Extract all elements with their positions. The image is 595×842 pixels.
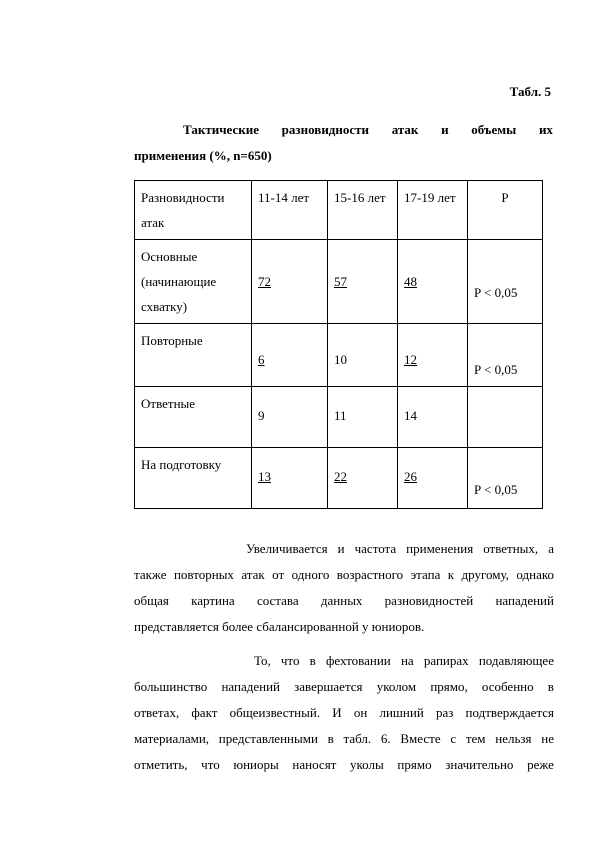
word: раз (435, 705, 454, 720)
value-cell: 10 (328, 324, 398, 387)
word: применения (406, 541, 474, 556)
word: ответных, (483, 541, 539, 556)
value-cell: 22 (328, 448, 398, 509)
word: подавляющее (478, 653, 554, 668)
p-value-cell: P < 0,05 (468, 240, 543, 324)
word: состава (256, 593, 299, 608)
word: И (332, 705, 342, 720)
word: и (337, 541, 345, 556)
caption-word: их (538, 122, 553, 137)
word: картина (191, 593, 235, 608)
table-header-row (135, 181, 543, 240)
paragraph-line (134, 562, 554, 588)
value-cell: 72 (252, 240, 328, 324)
word: нападений (221, 679, 280, 694)
word: реже (527, 757, 554, 772)
word: на (400, 653, 414, 668)
data-table (134, 180, 543, 509)
word: фехтовании (325, 653, 391, 668)
table-row (135, 448, 543, 509)
word: в (327, 731, 334, 746)
word: разновидностей (384, 593, 474, 608)
word: тем (465, 731, 486, 746)
word: уколом (376, 679, 417, 694)
word: лишний (379, 705, 424, 720)
word: повторных (173, 567, 234, 582)
value-cell: 48 (398, 240, 468, 324)
table-caption-line2: применения (%, n=650) (134, 148, 272, 163)
word: значительно (445, 757, 514, 772)
word: он (353, 705, 368, 720)
word: от (272, 567, 285, 582)
paragraph-line (134, 588, 554, 614)
row-label: Основные (начинающие схватку) (135, 240, 252, 324)
value-cell: 57 (328, 240, 398, 324)
word: этапа (410, 567, 441, 582)
word: возрастного (336, 567, 404, 582)
word: факт (191, 705, 218, 720)
word: нельзя (495, 731, 532, 746)
value-cell: 11 (328, 387, 398, 448)
word: к (447, 567, 455, 582)
caption-word: объемы (471, 122, 517, 137)
caption-word: разновидности (281, 122, 370, 137)
word: рапирах (423, 653, 469, 668)
caption-word: Тактические (183, 122, 259, 137)
word: частота (354, 541, 397, 556)
header-cell-age2: 15-16 лет (328, 181, 398, 240)
word: наносят (292, 757, 337, 772)
value-cell: 6 (252, 324, 328, 387)
paragraph-line (134, 648, 554, 674)
row-label: На подготовку (135, 448, 252, 509)
word: с (450, 731, 457, 746)
row-label: Повторные (135, 324, 252, 387)
header-cell-kind: Разновидности атак (135, 181, 252, 240)
word: подтверждается (465, 705, 554, 720)
value-cell: 26 (398, 448, 468, 509)
paragraph-line (134, 700, 554, 726)
caption-word: атак (391, 122, 419, 137)
header-cell-p: P (468, 181, 543, 240)
word: юниоры (233, 757, 279, 772)
word: не (541, 731, 554, 746)
table-row (135, 324, 543, 387)
paragraph-2 (134, 648, 554, 778)
word: То, (254, 653, 271, 668)
p-value-cell: P < 0,05 (468, 448, 543, 509)
word: уколы (350, 757, 384, 772)
word: общая (134, 593, 169, 608)
word: общеизвестный. (229, 705, 321, 720)
p-value-cell: P < 0,05 (468, 324, 543, 387)
word: Вместе (400, 731, 441, 746)
table-row (135, 240, 543, 324)
table-caption-line1 (183, 122, 553, 138)
paragraph-1 (134, 536, 554, 640)
word: что (280, 653, 300, 668)
word: большинство (134, 679, 208, 694)
p-value-cell (468, 387, 543, 448)
word: прямо (397, 757, 432, 772)
table-row (135, 387, 543, 448)
paragraph-line: представляется более сбалансированной у юниоров. (134, 619, 425, 634)
paragraph-line (134, 726, 554, 752)
table-number: Табл. 5 (509, 84, 551, 99)
word: табл. (343, 731, 372, 746)
value-cell: 9 (252, 387, 328, 448)
header-cell-age3: 17-19 лет (398, 181, 468, 240)
word: отметить, (134, 757, 188, 772)
word: другому, (461, 567, 509, 582)
value-cell: 13 (252, 448, 328, 509)
word: представленными (218, 731, 318, 746)
word: данных (320, 593, 363, 608)
value-cell: 14 (398, 387, 468, 448)
word: нападений (495, 593, 554, 608)
word: завершается (294, 679, 363, 694)
caption-word: и (441, 122, 449, 137)
word: в (547, 679, 554, 694)
paragraph-line (134, 536, 554, 562)
word: что (201, 757, 220, 772)
word: атак (241, 567, 265, 582)
word: ответах, (134, 705, 180, 720)
word: в (309, 653, 316, 668)
header-cell-age1: 11-14 лет (252, 181, 328, 240)
value-cell: 12 (398, 324, 468, 387)
word: также (134, 567, 167, 582)
word: особенно (481, 679, 534, 694)
row-label: Ответные (135, 387, 252, 448)
word: материалами, (134, 731, 210, 746)
word: а (548, 541, 554, 556)
word: Увеличивается (246, 541, 328, 556)
paragraph-line (134, 674, 554, 700)
word: прямо, (430, 679, 468, 694)
word: 6. (380, 731, 391, 746)
word: однако (516, 567, 554, 582)
word: одного (291, 567, 330, 582)
paragraph-line (134, 752, 554, 778)
